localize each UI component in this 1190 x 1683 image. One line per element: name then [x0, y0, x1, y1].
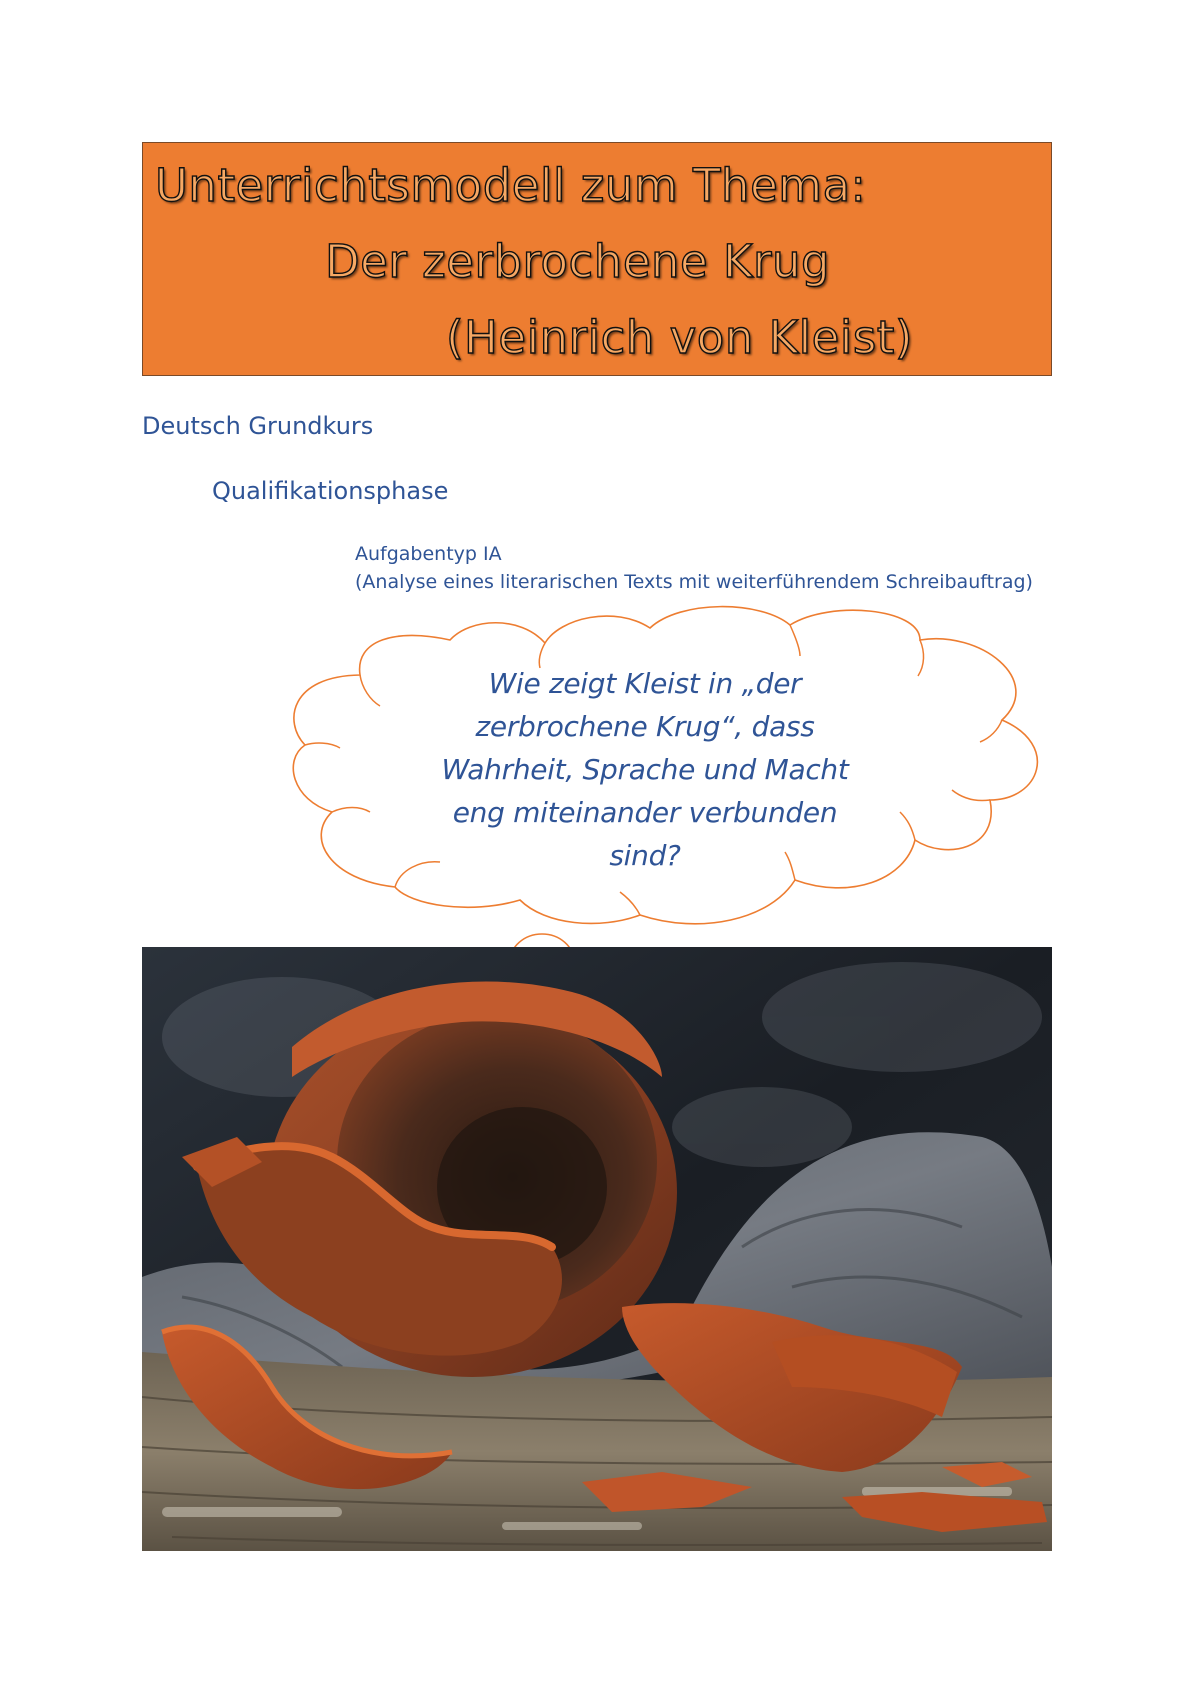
- question-line-1: Wie zeigt Kleist in „der: [488, 667, 802, 700]
- title-line-2: Der zerbrochene Krug: [325, 235, 831, 288]
- cloud-question: [420, 662, 870, 877]
- title-line-1: Unterrichtsmodell zum Thema:: [155, 159, 867, 212]
- broken-jug-illustration: [142, 947, 1052, 1551]
- question-line-5: sind?: [609, 839, 681, 872]
- question-line-3: Wahrheit, Sprache und Macht: [441, 753, 849, 786]
- task-type-label: Aufgabentyp IA: [355, 543, 502, 565]
- phase-label: Qualifikationsphase: [212, 477, 449, 505]
- title-line-3: (Heinrich von Kleist): [446, 311, 914, 364]
- course-label: Deutsch Grundkurs: [142, 412, 374, 440]
- question-line-2: zerbrochene Krug“, dass: [475, 710, 815, 743]
- broken-jug-photo: [142, 947, 1052, 1551]
- question-line-4: eng miteinander verbunden: [452, 796, 838, 829]
- task-description: (Analyse eines literarischen Texts mit weiterführendem Schreibauftrag): [355, 571, 1033, 593]
